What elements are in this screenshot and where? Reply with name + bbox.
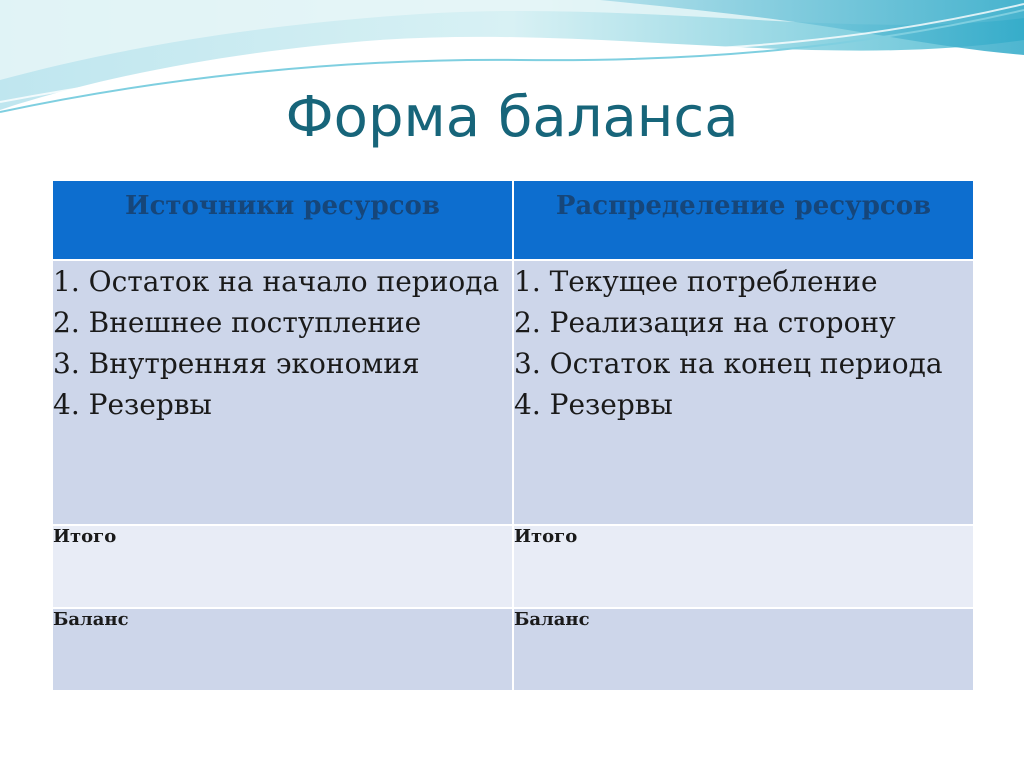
distribution-item: 3. Остаток на конец периода xyxy=(514,347,943,380)
balance-label: Баланс xyxy=(53,609,129,630)
balance-cell-right xyxy=(513,608,974,691)
total-cell-right xyxy=(513,525,974,608)
distribution-item: 4. Резервы xyxy=(514,388,673,421)
total-label: Итого xyxy=(53,526,117,547)
total-row xyxy=(52,525,974,608)
distribution-item: 1. Текущее потребление xyxy=(514,265,878,298)
sources-cell xyxy=(52,260,513,525)
source-item: 1. Остаток на начало периода xyxy=(53,265,500,298)
header-row xyxy=(52,180,974,260)
balance-label: Баланс xyxy=(514,609,590,630)
total-cell-left xyxy=(52,525,513,608)
source-item: 3. Внутренняя экономия xyxy=(53,347,420,380)
distribution-item: 2. Реализация на сторону xyxy=(514,306,896,339)
header-distribution: Распределение ресурсов xyxy=(513,180,974,260)
items-row xyxy=(52,260,974,525)
balance-cell-left xyxy=(52,608,513,691)
source-item: 4. Резервы xyxy=(53,388,212,421)
header-sources: Источники ресурсов xyxy=(52,180,513,260)
balance-row xyxy=(52,608,974,691)
total-label: Итого xyxy=(514,526,578,547)
balance-table xyxy=(51,179,975,692)
source-item: 2. Внешнее поступление xyxy=(53,306,422,339)
slide-title: Форма баланса xyxy=(285,85,739,150)
distribution-cell xyxy=(513,260,974,525)
